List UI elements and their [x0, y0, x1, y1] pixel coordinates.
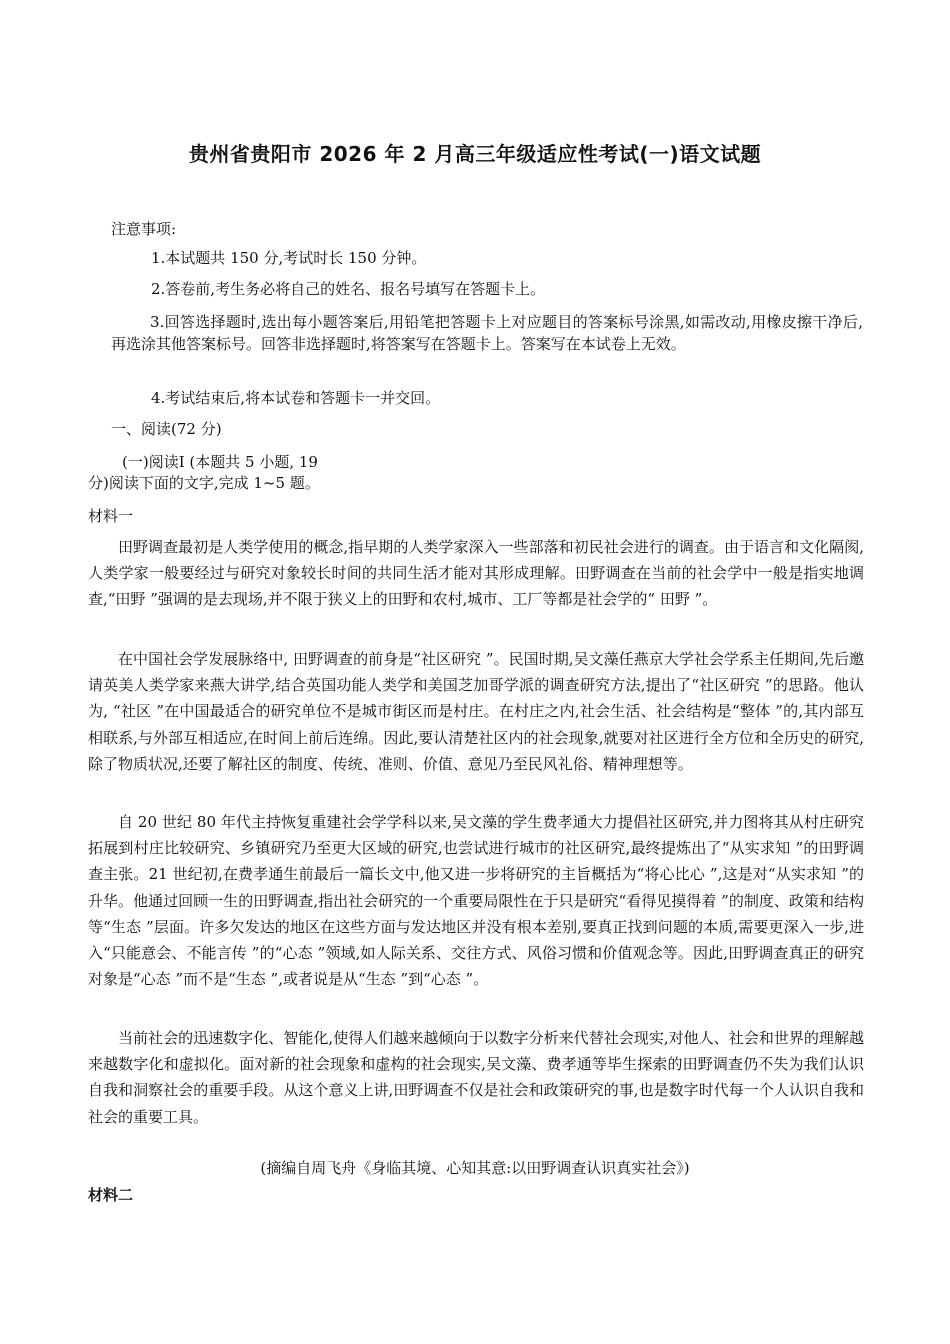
- material-1-paragraph-4: 当前社会的迅速数字化、智能化,使得人们越来越倾向于以数字分析来代替社会现实,对他人、社会和世界的理解越来越数字化和虚拟化。面对新的社会现象和虚构的社会现实,吴文藻、费孝通等毕生探索的田野调查仍不失为我们认识自我和洞察社会的重要手段。从这个意义上讲,田野调查不仅是社会和政策研究的事,也是数字时代每一个人认识自我和社会的重要工具。: [88, 1029, 864, 1126]
- notice-heading: 注意事项:: [111, 220, 177, 238]
- notice-item-3: 3.回答选择题时,选出每小题答案后,用铅笔把答题卡上对应题目的答案标号涂黑,如需改动,用橡皮擦干净后,再选涂其他答案标号。回答非选择题时,将答案写在答题卡上。答案写在本试卷上无效。: [111, 313, 863, 353]
- material-1-paragraph-1: 田野调查最初是人类学使用的概念,指早期的人类学家深入一些部落和初民社会进行的调查。由于语言和文化隔阂,人类学家一般要经过与研究对象较长时间的共同生活才能对其形成理解。田野调查在当前的社会学中一般是指实地调查,“田野 ”强调的是去现场,并不限于狭义上的田野和农村,城市、工厂等都是社会学的“ 田野 ”。: [88, 538, 864, 609]
- material-1-paragraph-2: 在中国社会学发展脉络中, 田野调查的前身是“社区研究 ”。民国时期,吴文藻任燕京大学社会学系主任期间,先后邀请英美人类学家来燕大讲学,结合英国功能人类学和美国芝加哥学派的调查研究方法,提出了“社区研究 ”的思路。他认为, “社区 ”在中国最适合的研究单位不是城市街区而是村庄。在村庄之内,社会生活、社会结构是“整体 ”的,其内部互相联系,与外部互相适应,在时间上前后连绵。因此,要认清楚社区内的社会现象,就要对社区进行全方位和全历史的研究,除了物质状况,还要了解社区的制度、传统、准则、价值、意见乃至民风礼俗、精神理想等。: [88, 650, 864, 773]
- notice-item-2: 2.答卷前,考生务必将自己的姓名、报名号填写在答题卡上。: [151, 280, 546, 298]
- material-2-label: 材料二: [88, 1186, 134, 1204]
- material-1-paragraph-3: 自 20 世纪 80 年代主持恢复重建社会学学科以来,吴文藻的学生费孝通大力提倡社区研究,并力图将其从村庄研究拓展到村庄比较研究、乡镇研究乃至更大区域的研究,也尝试进行城市的社区研究,最终提炼出了“从实求知 ”的田野调查主张。21 世纪初,在费孝通生前最后一篇长文中,他又进一步将研究的主旨概括为“将心比心 ”,这是对“从实求知 ”的升华。他通过回顾一生的田野调查,指出社会研究的一个重要局限性在于只是研究“看得见摸得着 ”的制度、政策和结构等“生态 ”层面。许多欠发达的地区在这些方面与发达地区并没有根本差别,要真正找到问题的本质,需要更深入一步,进入“只能意会、不能言传 ”的“心态 ”领域,如人际关系、交往方式、风俗习惯和价值观念等。因此,田野调查真正的研究对象是“心态 ”而不是“生态 ”,或者说是从“生态 ”到“心态 ”。: [88, 813, 864, 989]
- section-heading: 一、阅读(72 分): [111, 420, 222, 438]
- material-1-source: (摘编自周飞舟《身临其境、心知其意:以田野调查认识真实社会》): [260, 1159, 690, 1177]
- subsection-line-2: 分)阅读下面的文字,完成 1~5 题。: [88, 474, 320, 492]
- notice-item-1: 1.本试题共 150 分,考试时长 150 分钟。: [151, 249, 427, 267]
- page-title: 贵州省贵阳市 2026 年 2 月高三年级适应性考试(一)语文试题: [188, 142, 762, 166]
- subsection-line-1: (一)阅读Ⅰ (本题共 5 小题, 19: [122, 453, 318, 471]
- notice-item-4: 4.考试结束后,将本试卷和答题卡一并交回。: [151, 389, 441, 407]
- material-1-label: 材料一: [88, 507, 134, 525]
